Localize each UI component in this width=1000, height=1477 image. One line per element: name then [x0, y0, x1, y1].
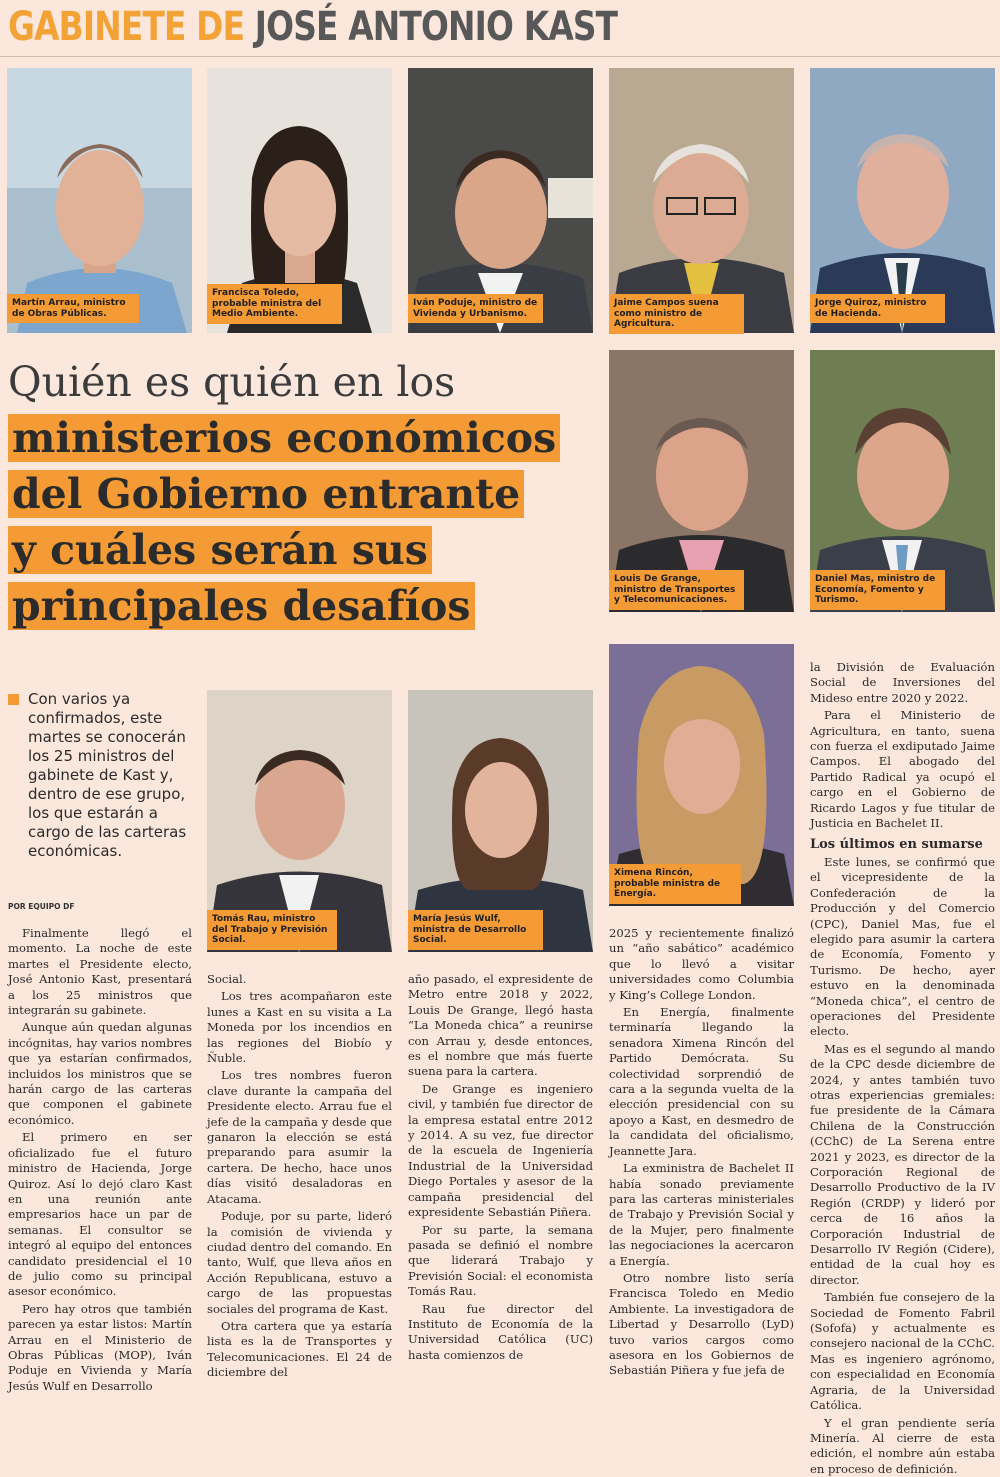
paragraph: De Grange es ingeniero civil, y también fue director de la empresa estatal entre 2012 y 2014. A su vez, fue director de la escuela de Ingeniería Industrial de la Universidad Diego Portales y asesor de la campaña presidencial del expresidente Sebastián Piñera. — [408, 1082, 593, 1221]
paragraph: la División de Evaluación Social de Inversiones del Mideso entre 2020 y 2022. — [810, 660, 995, 706]
header-dark-text: JOSÉ ANTONIO KAST — [255, 4, 617, 50]
photo-rincon — [609, 644, 794, 906]
paragraph: año pasado, el expresidente de Metro entre 2018 y 2022, Louis De Grange, llegó hasta “La Moneda chica” a reunirse con Arrau y, desde entonces, es el nombre que más fuerte suena para la cartera. — [408, 972, 593, 1080]
paragraph: La exministra de Bachelet II había sonado previamente para las carteras ministeriales de Trabajo y Previsión Social y de la Mujer, pero finalmente las negociaciones la acercaron a Energía. — [609, 1161, 794, 1269]
paragraph: Finalmente llegó el momento. La noche de este martes el Presidente electo, José Antonio Kast, presentará a los 25 ministros que integrarán su gabinete. — [8, 926, 192, 1018]
deck-bullet-icon — [8, 694, 19, 705]
paragraph: Mas es el segundo al mando de la CPC desde diciembre de 2024, y antes también tuvo otras experiencias gremiales: fue presidente de la Cámara Chilena de la Construcción (CChC) de La Serena entre 2021 y 2023, es director de la Corporación Regional de Desarrollo Productivo de la IV Región (CRDP) y lideró por cerca de 16 años la Corporación Industrial de Desarrollo IV Región (Cidere), entidad de la cual hoy es director. — [810, 1042, 995, 1289]
paragraph: Otro nombre listo sería Francisca Toledo en Medio Ambiente. La investigadora de Libertad y Desarrollo (LyD) tuvo varios cargos como asesora en los Gobiernos de Sebastián Piñera y fue jefa de — [609, 1271, 794, 1379]
photo-campos — [609, 68, 794, 333]
photo-mas — [810, 350, 995, 612]
byline: POR EQUIPO DF — [8, 902, 74, 911]
header-orange-text: GABINETE DE — [8, 4, 244, 50]
header-divider — [0, 56, 1000, 57]
headline-line-5: principales desafíos — [8, 582, 475, 630]
body-column-5 — [810, 660, 995, 1306]
caption-campos: Jaime Campos suena como ministro de Agricultura. — [609, 294, 744, 334]
paragraph: Los tres acompañaron este lunes a Kast en su visita a La Moneda por los incendios en las regiones del Biobío y Ñuble. — [207, 989, 392, 1066]
caption-quiroz: Jorge Quiroz, ministro de Hacienda. — [810, 294, 945, 323]
paragraph: Por su parte, la semana pasada se definió el nombre que liderará Trabajo y Previsión Social: el economista Tomás Rau. — [408, 1223, 593, 1300]
paragraph: Pero hay otros que también parecen ya estar listos: Martín Arrau en el Ministerio de Obras Públicas (MOP), Iván Poduje en Vivienda y María Jesús Wulf en Desarrollo — [8, 1302, 192, 1394]
photo-wulf — [408, 690, 593, 952]
photo-poduje — [408, 68, 593, 333]
body-column-3 — [408, 972, 593, 1306]
headline-line-2: ministerios económicos — [8, 414, 560, 462]
headline — [8, 354, 598, 634]
paragraph: Para el Ministerio de Agricultura, en tanto, suena con fuerza el exdiputado Jaime Campos. El abogado del Partido Radical ya ocupó el cargo en el Gobierno de Ricardo Lagos y fue titular de Justicia en Bachelet II. — [810, 708, 995, 831]
paragraph: Social. — [207, 972, 392, 987]
paragraph: Rau fue director del Instituto de Economía de la Universidad Católica (UC) hasta comienzos de — [408, 1302, 593, 1364]
photo-quiroz — [810, 68, 995, 333]
headline-line-4: y cuáles serán sus — [8, 526, 432, 574]
paragraph: En Energía, finalmente terminaría llegando la senadora Ximena Rincón del Partido Demócrata. Su colectividad sorprendió de cara a la segunda vuelta de la elección presidencial con su apoyo a Kast, en desmedro de la candidata del oficialismo, Jeannette Jara. — [609, 1005, 794, 1159]
photo-degrange — [609, 350, 794, 612]
caption-arrau: Martín Arrau, ministro de Obras Públicas. — [7, 294, 139, 323]
photo-arrau — [7, 68, 192, 333]
paragraph: 2025 y recientemente finalizó un “año sabático” académico que lo llevó a visitar universidades como Columbia y King’s College London. — [609, 926, 794, 1003]
paragraph: Los tres nombres fueron clave durante la campaña del Presidente electo. Arrau fue el jefe de la campaña y desde que ganaron la elección se está preparando para asumir la cartera. De hecho, hace unos días visitó desaladoras en Atacama. — [207, 1068, 392, 1207]
paragraph: También fue consejero de la Sociedad de Fomento Fabril (Sofofa) y actualmente es consejero nacional de la CChC. Mas es ingeniero agrónomo, con especialidad en Economía Agraria, de la Universidad Católica. — [810, 1290, 995, 1413]
deck — [8, 690, 198, 861]
body-column-1 — [8, 926, 192, 1306]
paragraph: El primero en ser oficializado fue el futuro ministro de Hacienda, Jorge Quiroz. Así lo dejó claro Kast en una reunión ante empresarios hace un par de semanas. El consultor se integró al equipo del entonces candidato presidencial el 10 de julio como su principal asesor económico. — [8, 1130, 192, 1299]
caption-mas: Daniel Mas, ministro de Economía, Fomento y Turismo. — [810, 570, 945, 610]
section-header — [8, 2, 617, 52]
caption-wulf: María Jesús Wulf, ministra de Desarrollo Social. — [408, 910, 543, 950]
caption-toledo: Francisca Toledo, probable ministra del Medio Ambiente. — [207, 284, 342, 324]
paragraph: Este lunes, se confirmó que el vicepresidente de la Confederación de la Producción y del Comercio (CPC), Daniel Mas, fue el elegido para asumir la cartera de Economía, Fomento y Turismo. De hecho, ayer estuvo en la denominada “Moneda chica”, el centro de operaciones del Presidente electo. — [810, 855, 995, 1040]
body-column-2 — [207, 972, 392, 1306]
photo-toledo — [207, 68, 392, 333]
headline-line-1: Quién es quién en los — [8, 354, 598, 410]
caption-degrange: Louis De Grange, ministro de Transportes y Telecomunicaciones. — [609, 570, 744, 610]
caption-rincon: Ximena Rincón, probable ministra de Energía. — [609, 864, 741, 904]
caption-poduje: Iván Poduje, ministro de Vivienda y Urbanismo. — [408, 294, 543, 323]
paragraph: Otra cartera que ya estaría lista es la de Transportes y Telecomunicaciones. El 24 de diciembre del — [207, 1319, 392, 1381]
subheading: Los últimos en sumarse — [810, 837, 995, 852]
paragraph: Y el gran pendiente sería Minería. Al cierre de esta edición, el nombre aún estaba en proceso de definición. — [810, 1416, 995, 1477]
photo-rau — [207, 690, 392, 952]
headline-line-3: del Gobierno entrante — [8, 470, 524, 518]
paragraph: Aunque aún quedan algunas incógnitas, hay varios nombres que ya estarían confirmados, incluidos los ministros que se harán cargo de las carteras que componen el gabinete económico. — [8, 1020, 192, 1128]
deck-text: Con varios ya confirmados, este martes se conocerán los 25 ministros del gabinete de Kast y, dentro de ese grupo, los que estarán a cargo de las carteras económicas. — [8, 690, 198, 861]
body-column-4 — [609, 926, 794, 1306]
caption-rau: Tomás Rau, ministro del Trabajo y Previsión Social. — [207, 910, 337, 950]
paragraph: Poduje, por su parte, lideró la comisión de vivienda y ciudad dentro del comando. En tanto, Wulf, que lleva años en Acción Republicana, estuvo a cargo de las propuestas sociales del programa de Kast. — [207, 1209, 392, 1317]
